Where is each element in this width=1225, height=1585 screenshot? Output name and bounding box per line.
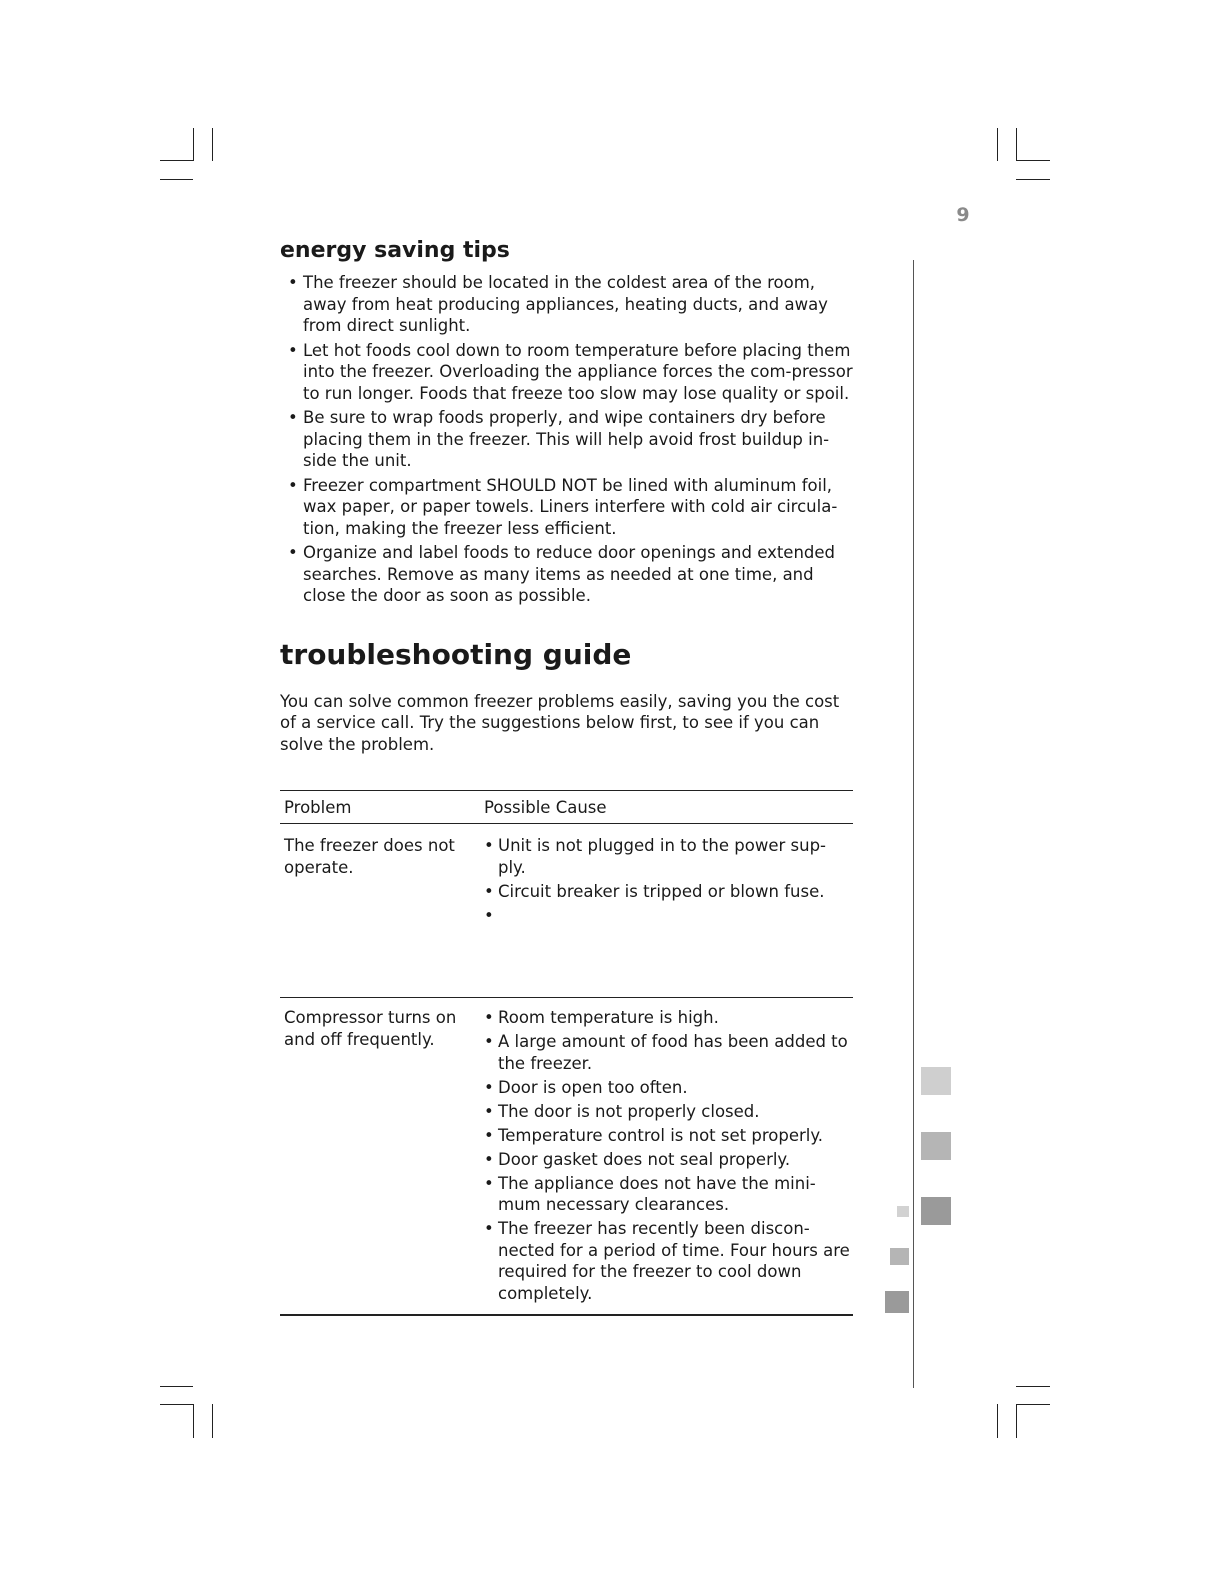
cause-item: • Circuit breaker is tripped or blown fuse. bbox=[484, 881, 853, 903]
crop-mark bbox=[1016, 160, 1050, 161]
cause-item: • A large amount of food has been added to the freezer. bbox=[484, 1031, 853, 1074]
tip-item: • Freezer compartment SHOULD NOT be lined with aluminum foil, wax paper, or paper towels. Liners interfere with cold air circula-tion, making the freezer less efficient. bbox=[288, 475, 855, 540]
page-number: 9 bbox=[956, 204, 970, 226]
causes-cell bbox=[480, 835, 853, 997]
crop-mark bbox=[193, 128, 194, 161]
crop-mark bbox=[212, 1404, 213, 1438]
causes-list bbox=[484, 835, 853, 926]
cause-item: • Room temperature is high. bbox=[484, 1007, 853, 1029]
section-heading-troubleshooting: troubleshooting guide bbox=[280, 637, 632, 671]
section-tab-marker bbox=[921, 1197, 951, 1225]
problem-cell: The freezer does not operate. bbox=[284, 836, 455, 877]
crop-mark bbox=[160, 160, 193, 161]
energy-tips-list bbox=[280, 272, 855, 607]
crop-mark bbox=[997, 1404, 998, 1438]
crop-mark bbox=[212, 128, 213, 161]
cause-item bbox=[484, 905, 853, 926]
table-row bbox=[280, 824, 853, 998]
table-header bbox=[280, 791, 853, 824]
cause-item: • The door is not properly closed. bbox=[484, 1101, 853, 1123]
section-tab-marker bbox=[885, 1291, 909, 1313]
crop-mark bbox=[997, 128, 998, 161]
crop-mark bbox=[1016, 1404, 1017, 1438]
side-rule bbox=[913, 260, 914, 1388]
crop-mark bbox=[160, 1386, 193, 1387]
cause-item: • Door gasket does not seal properly. bbox=[484, 1149, 853, 1171]
tip-item: • Let hot foods cool down to room temperature before placing them into the freezer. Overloading the appliance forces the com-pressor to run longer. Foods that freeze too slow may lose quality or spoil. bbox=[288, 340, 855, 405]
column-header-problem: Problem bbox=[284, 797, 352, 817]
column-header-possible-cause: Possible Cause bbox=[484, 797, 607, 817]
crop-mark bbox=[1016, 1404, 1050, 1405]
section-tab-marker bbox=[897, 1206, 909, 1217]
crop-mark bbox=[160, 1404, 193, 1405]
causes-cell bbox=[480, 1007, 853, 1314]
problem-cell: Compressor turns on and off frequently. bbox=[284, 1008, 457, 1049]
causes-list bbox=[484, 1007, 853, 1304]
section-tab-marker bbox=[921, 1067, 951, 1095]
crop-mark bbox=[160, 179, 193, 180]
cause-item: • Unit is not plugged in to the power sup-ply. bbox=[484, 835, 853, 878]
section-tab-marker bbox=[921, 1132, 951, 1160]
crop-mark bbox=[1016, 128, 1017, 161]
main-content bbox=[280, 236, 855, 755]
cause-item: • Temperature control is not set properly. bbox=[484, 1125, 853, 1147]
crop-mark bbox=[1016, 1386, 1050, 1387]
troubleshooting-table bbox=[280, 790, 853, 1316]
crop-mark bbox=[1016, 179, 1050, 180]
tip-item: • Organize and label foods to reduce door openings and extended searches. Remove as many items as needed at one time, and close the door as soon as possible. bbox=[288, 542, 855, 607]
table-row bbox=[280, 998, 853, 1316]
cause-item: • The appliance does not have the mini-mum necessary clearances. bbox=[484, 1173, 853, 1216]
tip-item: • Be sure to wrap foods properly, and wipe containers dry before placing them in the freezer. This will help avoid frost buildup in-side the unit. bbox=[288, 407, 855, 472]
cause-item: • The freezer has recently been discon-nected for a period of time. Four hours are required for the freezer to cool down completely. bbox=[484, 1218, 853, 1304]
tip-item: • The freezer should be located in the coldest area of the room, away from heat producing appliances, heating ducts, and away from direct sunlight. bbox=[288, 272, 855, 337]
section-tab-marker bbox=[890, 1248, 909, 1265]
cause-item: • Door is open too often. bbox=[484, 1077, 853, 1099]
section-heading-energy-saving: energy saving tips bbox=[280, 238, 510, 263]
crop-mark bbox=[193, 1404, 194, 1438]
troubleshooting-intro: You can solve common freezer problems easily, saving you the cost of a service call. Try the suggestions below first, to see if you can solve the problem. bbox=[280, 691, 840, 754]
